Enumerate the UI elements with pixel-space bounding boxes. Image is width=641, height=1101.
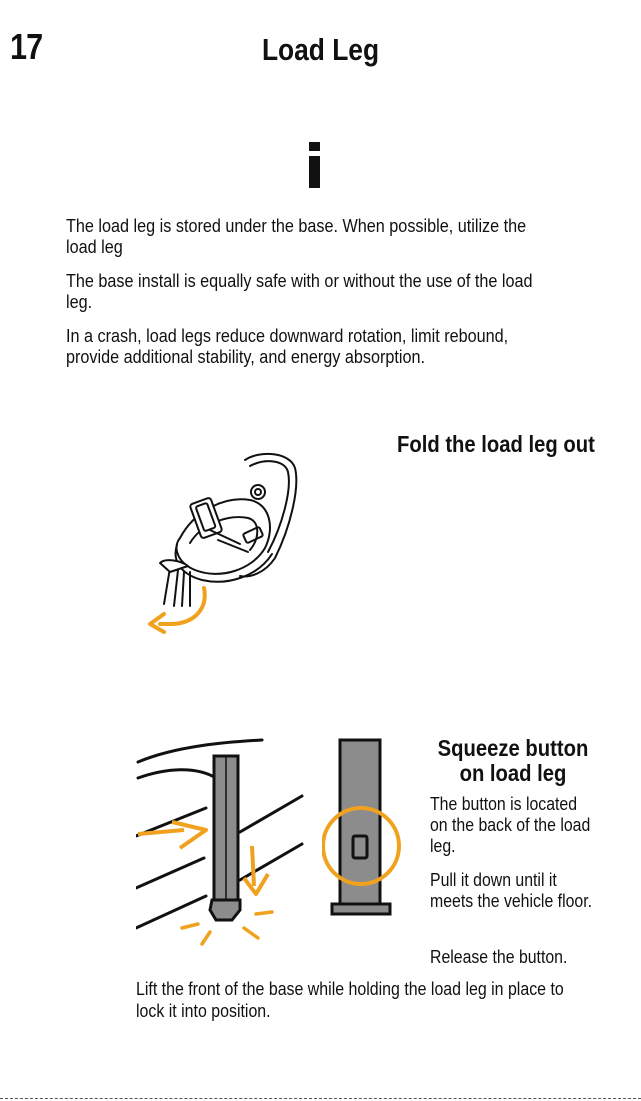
page-title: Load Leg [261, 32, 380, 67]
squeeze-button-heading-line-1: Squeeze button [437, 735, 589, 761]
page-number: 17 [10, 26, 43, 67]
release-button-text: Release the button. [430, 947, 568, 967]
squeeze-button-heading [429, 736, 596, 786]
fold-leg-heading: Fold the load leg out [397, 431, 595, 457]
fold-leg-illustration [140, 448, 310, 638]
intro-paragraph-2: The base install is equally safe with or without the use of the load leg. [66, 271, 533, 312]
button-location-text: The button is located on the back of the load leg. [430, 794, 591, 856]
button-closeup-illustration [322, 738, 410, 918]
intro-paragraph-1: The load leg is stored under the base. When possible, utilize the load leg [66, 216, 527, 257]
info-icon [300, 140, 330, 190]
footer-instruction: Lift the front of the base while holding the load leg in place to lock it into position. [136, 979, 564, 1021]
squeeze-button-heading-line-2: on load leg [459, 760, 567, 786]
pull-down-text: Pull it down until it meets the vehicle floor. [430, 870, 593, 911]
page-bottom-border [0, 1098, 641, 1099]
load-leg-illustration [136, 738, 306, 950]
intro-paragraph-3: In a crash, load legs reduce downward rotation, limit rebound, provide additional stability, and energy absorption. [66, 326, 509, 367]
